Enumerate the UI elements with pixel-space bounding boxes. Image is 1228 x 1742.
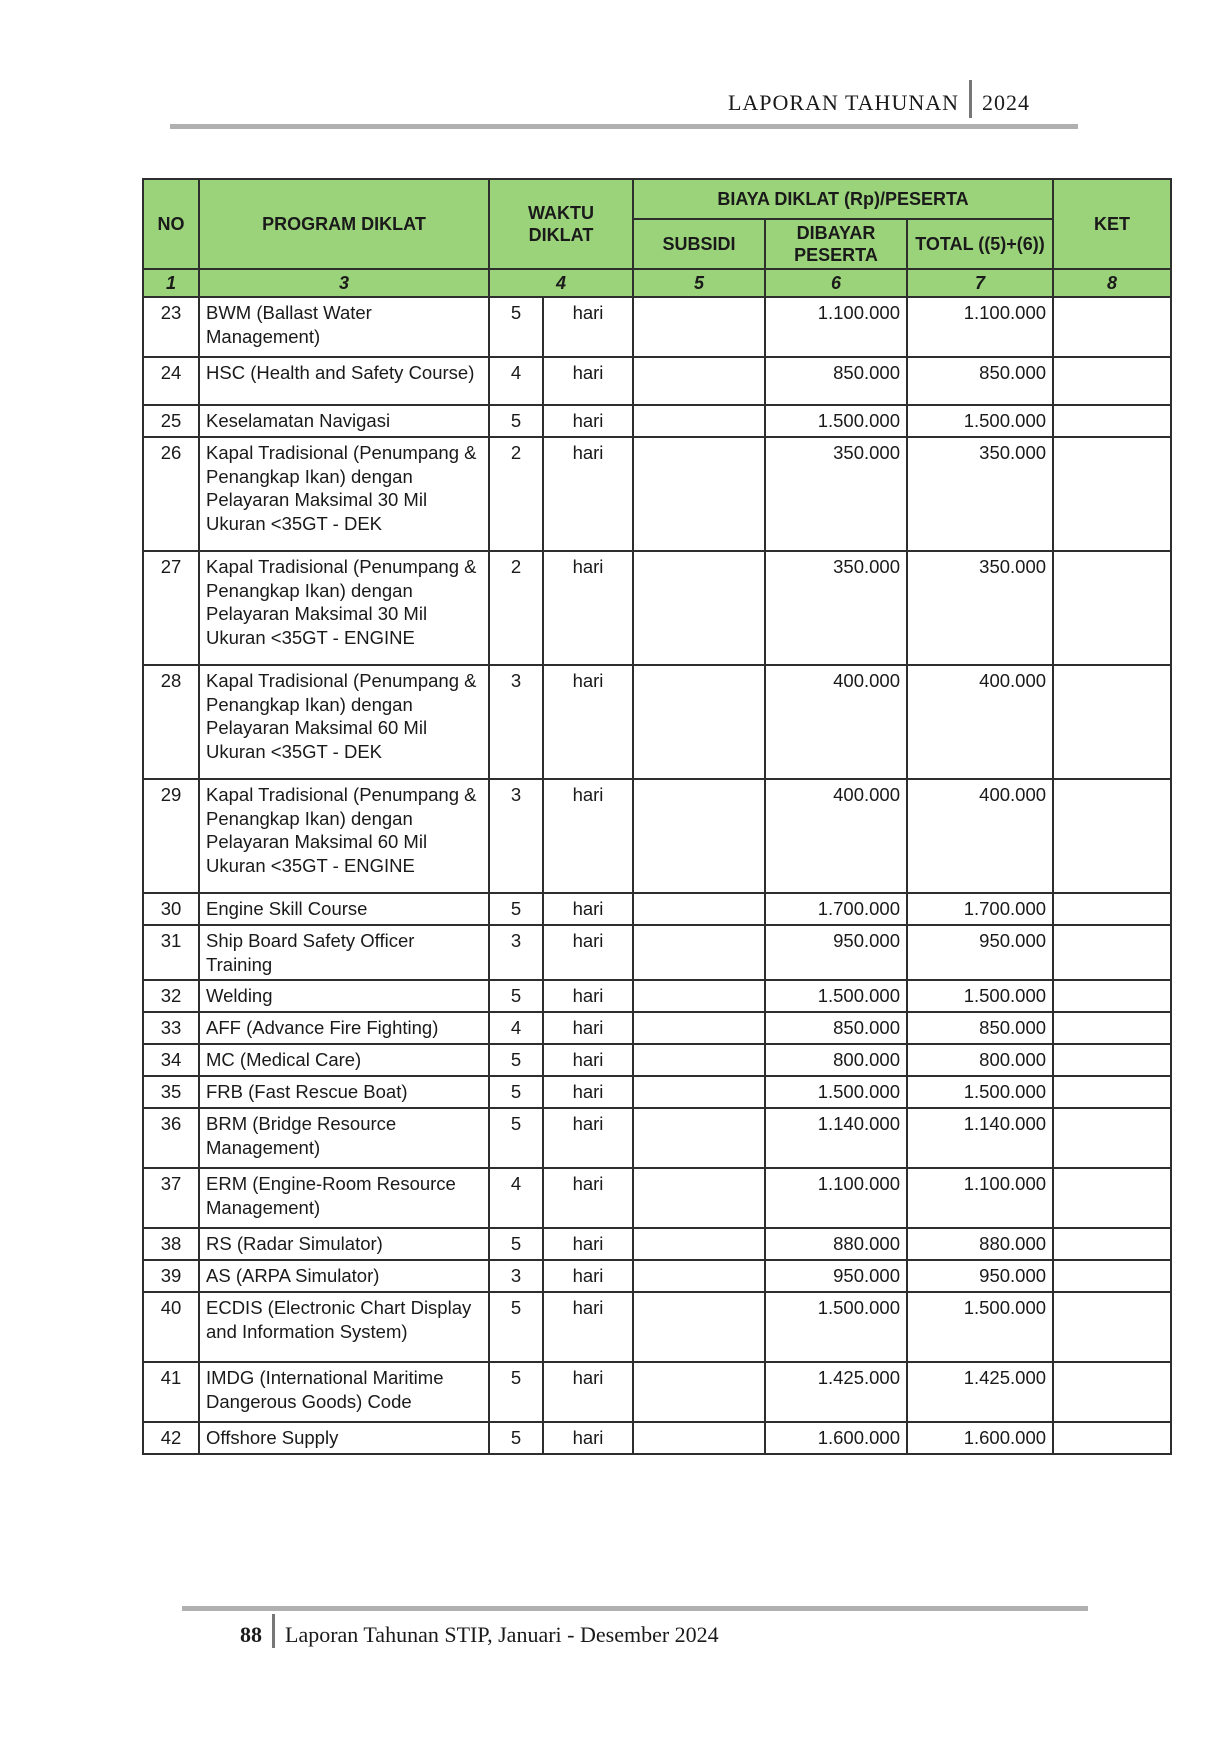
program-name: Welding (199, 980, 489, 1012)
program-name: HSC (Health and Safety Course) (199, 357, 489, 405)
duration-unit: hari (543, 1012, 633, 1044)
table-row (143, 893, 1171, 925)
participant-paid-amount: 1.425.000 (765, 1362, 907, 1422)
row-number: 28 (143, 665, 199, 779)
subsidy-amount (633, 980, 765, 1012)
duration-unit: hari (543, 1422, 633, 1454)
program-name: AFF (Advance Fire Fighting) (199, 1012, 489, 1044)
remarks (1053, 1044, 1171, 1076)
total-amount: 950.000 (907, 925, 1053, 980)
subsidy-amount (633, 297, 765, 357)
duration-days: 5 (489, 405, 543, 437)
total-amount: 1.500.000 (907, 405, 1053, 437)
duration-days: 4 (489, 1168, 543, 1228)
program-name: Kapal Tradisional (Penumpang & Penangkap Ikan) dengan Pelayaran Maksimal 60 Mil Ukuran <35GT - DEK (199, 665, 489, 779)
total-amount: 1.500.000 (907, 980, 1053, 1012)
duration-unit: hari (543, 1076, 633, 1108)
participant-paid-amount: 1.600.000 (765, 1422, 907, 1454)
program-name: AS (ARPA Simulator) (199, 1260, 489, 1292)
duration-unit: hari (543, 1228, 633, 1260)
page-footer (240, 1618, 719, 1652)
table-row (143, 779, 1171, 893)
remarks (1053, 1076, 1171, 1108)
remarks (1053, 1228, 1171, 1260)
table-row (143, 1292, 1171, 1362)
program-name: IMDG (International Maritime Dangerous Goods) Code (199, 1362, 489, 1422)
participant-paid-amount: 1.700.000 (765, 893, 907, 925)
header-total: TOTAL ((5)+(6)) (907, 219, 1053, 269)
subsidy-amount (633, 1168, 765, 1228)
column-number: 7 (907, 269, 1053, 297)
table-row (143, 1260, 1171, 1292)
subsidy-amount (633, 1362, 765, 1422)
participant-paid-amount: 950.000 (765, 925, 907, 980)
subsidy-amount (633, 405, 765, 437)
column-number: 8 (1053, 269, 1171, 297)
header-ket: KET (1053, 179, 1171, 269)
total-amount: 350.000 (907, 551, 1053, 665)
duration-unit: hari (543, 779, 633, 893)
row-number: 35 (143, 1076, 199, 1108)
program-name: Offshore Supply (199, 1422, 489, 1454)
table-row (143, 1228, 1171, 1260)
row-number: 34 (143, 1044, 199, 1076)
duration-days: 2 (489, 437, 543, 551)
duration-unit: hari (543, 1292, 633, 1362)
header-subsidi: SUBSIDI (633, 219, 765, 269)
participant-paid-amount: 1.500.000 (765, 1292, 907, 1362)
header-no: NO (143, 179, 199, 269)
total-amount: 1.500.000 (907, 1292, 1053, 1362)
row-number: 39 (143, 1260, 199, 1292)
remarks (1053, 1108, 1171, 1168)
remarks (1053, 357, 1171, 405)
total-amount: 1.700.000 (907, 893, 1053, 925)
subsidy-amount (633, 1260, 765, 1292)
table-row (143, 1168, 1171, 1228)
total-amount: 1.100.000 (907, 297, 1053, 357)
table-row (143, 405, 1171, 437)
table-row (143, 357, 1171, 405)
duration-unit: hari (543, 1260, 633, 1292)
participant-paid-amount: 950.000 (765, 1260, 907, 1292)
total-amount: 1.140.000 (907, 1108, 1053, 1168)
page-number: 88 (240, 1622, 262, 1647)
remarks (1053, 893, 1171, 925)
duration-days: 5 (489, 980, 543, 1012)
duration-unit: hari (543, 893, 633, 925)
total-amount: 1.600.000 (907, 1422, 1053, 1454)
duration-unit: hari (543, 437, 633, 551)
program-name: Ship Board Safety Officer Training (199, 925, 489, 980)
total-amount: 1.100.000 (907, 1168, 1053, 1228)
duration-days: 5 (489, 297, 543, 357)
column-number: 5 (633, 269, 765, 297)
participant-paid-amount: 800.000 (765, 1044, 907, 1076)
program-name: Kapal Tradisional (Penumpang & Penangkap Ikan) dengan Pelayaran Maksimal 60 Mil Ukuran <35GT - ENGINE (199, 779, 489, 893)
subsidy-amount (633, 437, 765, 551)
subsidy-amount (633, 1228, 765, 1260)
participant-paid-amount: 1.100.000 (765, 297, 907, 357)
participant-paid-amount: 350.000 (765, 437, 907, 551)
row-number: 26 (143, 437, 199, 551)
row-number: 31 (143, 925, 199, 980)
duration-days: 3 (489, 1260, 543, 1292)
remarks (1053, 1012, 1171, 1044)
row-number: 24 (143, 357, 199, 405)
total-amount: 850.000 (907, 1012, 1053, 1044)
header-text (728, 84, 1030, 122)
duration-unit: hari (543, 1362, 633, 1422)
subsidy-amount (633, 1012, 765, 1044)
subsidy-amount (633, 1292, 765, 1362)
column-number: 6 (765, 269, 907, 297)
duration-days: 5 (489, 1422, 543, 1454)
remarks (1053, 1260, 1171, 1292)
row-number: 38 (143, 1228, 199, 1260)
total-amount: 1.500.000 (907, 1076, 1053, 1108)
row-number: 29 (143, 779, 199, 893)
remarks (1053, 925, 1171, 980)
program-name: RS (Radar Simulator) (199, 1228, 489, 1260)
participant-paid-amount: 400.000 (765, 665, 907, 779)
table-row (143, 297, 1171, 357)
duration-days: 5 (489, 893, 543, 925)
table-row (143, 437, 1171, 551)
duration-unit: hari (543, 980, 633, 1012)
remarks (1053, 1168, 1171, 1228)
duration-days: 4 (489, 1012, 543, 1044)
subsidy-amount (633, 925, 765, 980)
total-amount: 880.000 (907, 1228, 1053, 1260)
duration-days: 2 (489, 551, 543, 665)
table-row (143, 980, 1171, 1012)
subsidy-amount (633, 1108, 765, 1168)
participant-paid-amount: 1.500.000 (765, 1076, 907, 1108)
duration-days: 5 (489, 1044, 543, 1076)
remarks (1053, 1292, 1171, 1362)
page-header (170, 78, 1078, 129)
participant-paid-amount: 850.000 (765, 357, 907, 405)
page-footer-rule (182, 1606, 1088, 1611)
participant-paid-amount: 350.000 (765, 551, 907, 665)
table-row (143, 1422, 1171, 1454)
program-name: ERM (Engine-Room Resource Management) (199, 1168, 489, 1228)
total-amount: 400.000 (907, 779, 1053, 893)
duration-days: 3 (489, 779, 543, 893)
duration-unit: hari (543, 1108, 633, 1168)
duration-unit: hari (543, 357, 633, 405)
program-name: ECDIS (Electronic Chart Display and Information System) (199, 1292, 489, 1362)
program-name: FRB (Fast Rescue Boat) (199, 1076, 489, 1108)
duration-days: 5 (489, 1108, 543, 1168)
program-name: Keselamatan Navigasi (199, 405, 489, 437)
footer-separator (272, 1614, 275, 1648)
duration-unit: hari (543, 297, 633, 357)
header-biaya: BIAYA DIKLAT (Rp)/PESERTA (633, 179, 1053, 219)
program-name: Engine Skill Course (199, 893, 489, 925)
table-row (143, 1044, 1171, 1076)
row-number: 27 (143, 551, 199, 665)
participant-paid-amount: 1.100.000 (765, 1168, 907, 1228)
table-row (143, 665, 1171, 779)
participant-paid-amount: 1.500.000 (765, 980, 907, 1012)
duration-unit: hari (543, 405, 633, 437)
total-amount: 850.000 (907, 357, 1053, 405)
training-cost-table (142, 178, 1172, 1455)
header-waktu: WAKTU DIKLAT (489, 179, 633, 269)
duration-unit: hari (543, 925, 633, 980)
program-name: Kapal Tradisional (Penumpang & Penangkap Ikan) dengan Pelayaran Maksimal 30 Mil Ukuran <35GT - DEK (199, 437, 489, 551)
duration-unit: hari (543, 1168, 633, 1228)
row-number: 32 (143, 980, 199, 1012)
duration-days: 5 (489, 1362, 543, 1422)
table-row (143, 1362, 1171, 1422)
header-title: LAPORAN TAHUNAN (727, 90, 959, 115)
participant-paid-amount: 400.000 (765, 779, 907, 893)
row-number: 42 (143, 1422, 199, 1454)
row-number: 25 (143, 405, 199, 437)
subsidy-amount (633, 1044, 765, 1076)
remarks (1053, 551, 1171, 665)
program-name: BRM (Bridge Resource Management) (199, 1108, 489, 1168)
participant-paid-amount: 1.140.000 (765, 1108, 907, 1168)
duration-days: 5 (489, 1076, 543, 1108)
remarks (1053, 405, 1171, 437)
duration-days: 3 (489, 665, 543, 779)
duration-days: 3 (489, 925, 543, 980)
table-body (143, 297, 1171, 1454)
header-year: 2024 (982, 90, 1030, 115)
table-row (143, 1108, 1171, 1168)
footer-title: Laporan Tahunan STIP, Januari - Desember 2024 (285, 1622, 719, 1647)
total-amount: 400.000 (907, 665, 1053, 779)
row-number: 41 (143, 1362, 199, 1422)
header-program: PROGRAM DIKLAT (199, 179, 489, 269)
remarks (1053, 980, 1171, 1012)
total-amount: 1.425.000 (907, 1362, 1053, 1422)
duration-unit: hari (543, 1044, 633, 1076)
remarks (1053, 297, 1171, 357)
remarks (1053, 1422, 1171, 1454)
row-number: 30 (143, 893, 199, 925)
participant-paid-amount: 850.000 (765, 1012, 907, 1044)
duration-unit: hari (543, 551, 633, 665)
total-amount: 950.000 (907, 1260, 1053, 1292)
table-row (143, 925, 1171, 980)
remarks (1053, 665, 1171, 779)
subsidy-amount (633, 665, 765, 779)
program-name: MC (Medical Care) (199, 1044, 489, 1076)
row-number: 33 (143, 1012, 199, 1044)
column-number: 1 (143, 269, 199, 297)
subsidy-amount (633, 779, 765, 893)
participant-paid-amount: 880.000 (765, 1228, 907, 1260)
row-number: 37 (143, 1168, 199, 1228)
total-amount: 350.000 (907, 437, 1053, 551)
duration-days: 5 (489, 1292, 543, 1362)
subsidy-amount (633, 551, 765, 665)
row-number: 36 (143, 1108, 199, 1168)
subsidy-amount (633, 1076, 765, 1108)
remarks (1053, 779, 1171, 893)
remarks (1053, 437, 1171, 551)
table-row (143, 1076, 1171, 1108)
subsidy-amount (633, 357, 765, 405)
header-dibayar: DIBAYAR PESERTA (765, 219, 907, 269)
total-amount: 800.000 (907, 1044, 1053, 1076)
remarks (1053, 1362, 1171, 1422)
duration-days: 5 (489, 1228, 543, 1260)
row-number: 23 (143, 297, 199, 357)
participant-paid-amount: 1.500.000 (765, 405, 907, 437)
duration-days: 4 (489, 357, 543, 405)
header-separator (969, 80, 972, 118)
duration-unit: hari (543, 665, 633, 779)
column-number: 4 (489, 269, 633, 297)
subsidy-amount (633, 893, 765, 925)
subsidy-amount (633, 1422, 765, 1454)
column-number: 3 (199, 269, 489, 297)
table-row (143, 1012, 1171, 1044)
program-name: BWM (Ballast Water Management) (199, 297, 489, 357)
program-name: Kapal Tradisional (Penumpang & Penangkap Ikan) dengan Pelayaran Maksimal 30 Mil Ukuran <35GT - ENGINE (199, 551, 489, 665)
table-row (143, 551, 1171, 665)
row-number: 40 (143, 1292, 199, 1362)
